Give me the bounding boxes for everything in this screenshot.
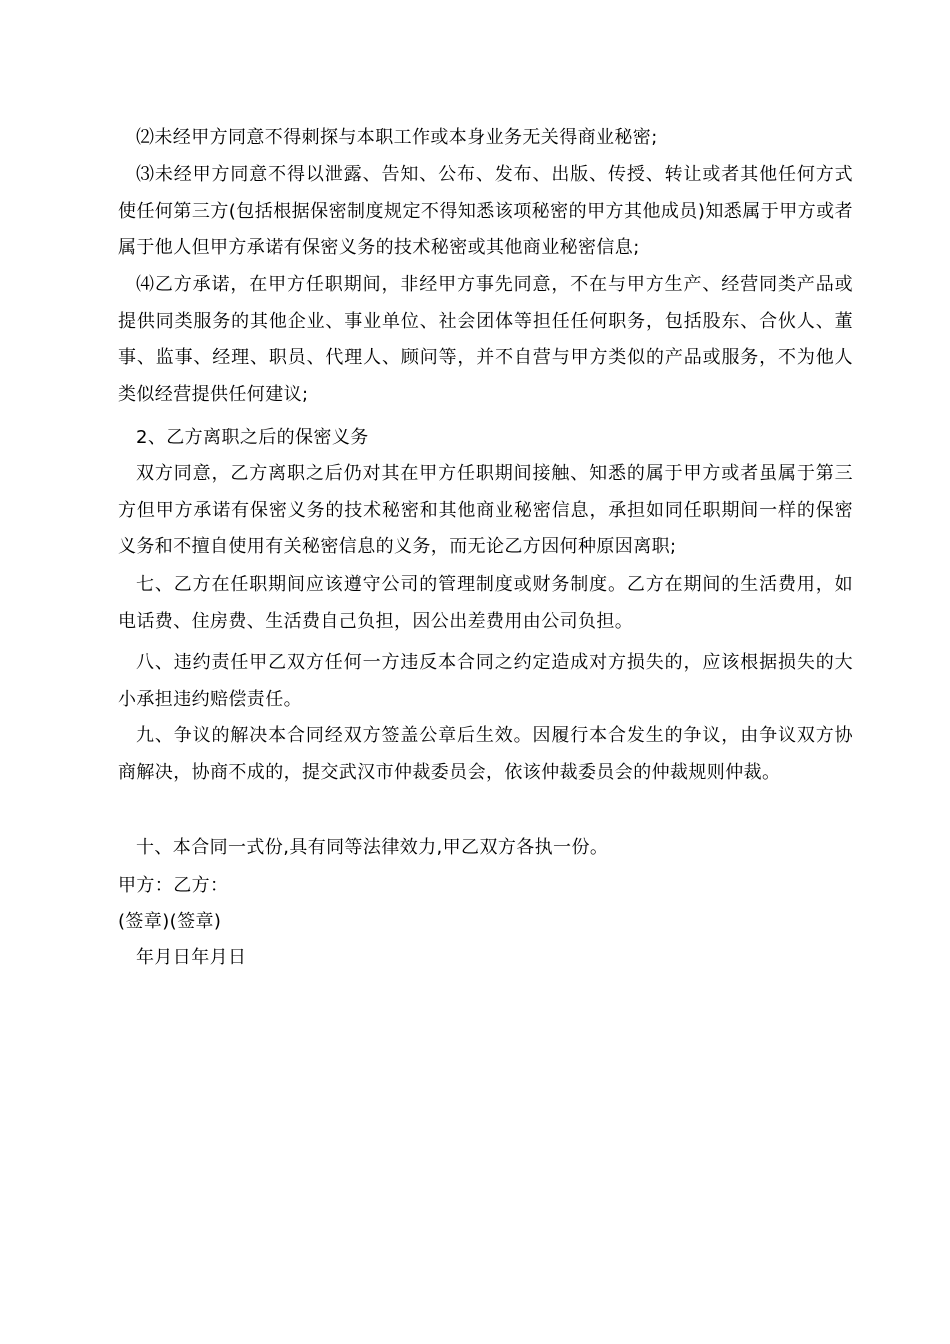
signature-dates: 年月日年月日 [136, 947, 247, 968]
article-10-copies: 十、本合同一式份,具有同等法律效力,甲乙双方各执一份。 [136, 837, 609, 858]
clause-3-no-disclosure: ⑶未经甲方同意不得以泄露、告知、公布、发布、出版、传授、转让或者其他任何方式使任何第三方(包括根据保密制度规定不得知悉该项秘密的甲方其他成员)知悉属于甲方或者属于他人但甲方承诺有保密义务的技术秘密或其他商业秘密信息; [118, 164, 853, 258]
signature-parties: 甲方：乙方： [118, 875, 229, 896]
section-2-heading: 2、乙方离职之后的保密义务 [136, 427, 369, 448]
signature-seals: (签章)(签章) [118, 911, 222, 932]
article-9-dispute-resolution: 九、争议的解决本合同经双方签盖公章后生效。因履行本合发生的争议，由争议双方协商解决，协商不成的，提交武汉市仲裁委员会，依该仲裁委员会的仲裁规则仲裁。 [118, 725, 853, 783]
article-8-liability: 八、违约责任甲乙双方任何一方违反本合同之约定造成对方损失的，应该根据损失的大小承担违约赔偿责任。 [118, 652, 853, 710]
clause-4-no-competition: ⑷乙方承诺，在甲方任职期间，非经甲方事先同意，不在与甲方生产、经营同类产品或提供同类服务的其他企业、事业单位、社会团体等担任任何职务，包括股东、合伙人、董事、监事、经理、职员、代理人、顾问等，并不自营与甲方类似的产品或服务，不为他人类似经营提供任何建议; [118, 274, 853, 405]
clause-2-no-prying: ⑵未经甲方同意不得刺探与本职工作或本身业务无关得商业秘密; [136, 127, 658, 148]
post-employment-confidentiality: 双方同意，乙方离职之后仍对其在甲方任职期间接触、知悉的属于甲方或者虽属于第三方但甲方承诺有保密义务的技术秘密和其他商业秘密信息，承担如同任职期间一样的保密义务和不擅自使用有关秘密信息的义务，而无论乙方因何种原因离职; [118, 463, 853, 557]
article-7-rules-expenses: 七、乙方在任职期间应该遵守公司的管理制度或财务制度。乙方在期间的生活费用，如电话费、住房费、生活费自己负担，因公出差费用由公司负担。 [118, 574, 853, 632]
